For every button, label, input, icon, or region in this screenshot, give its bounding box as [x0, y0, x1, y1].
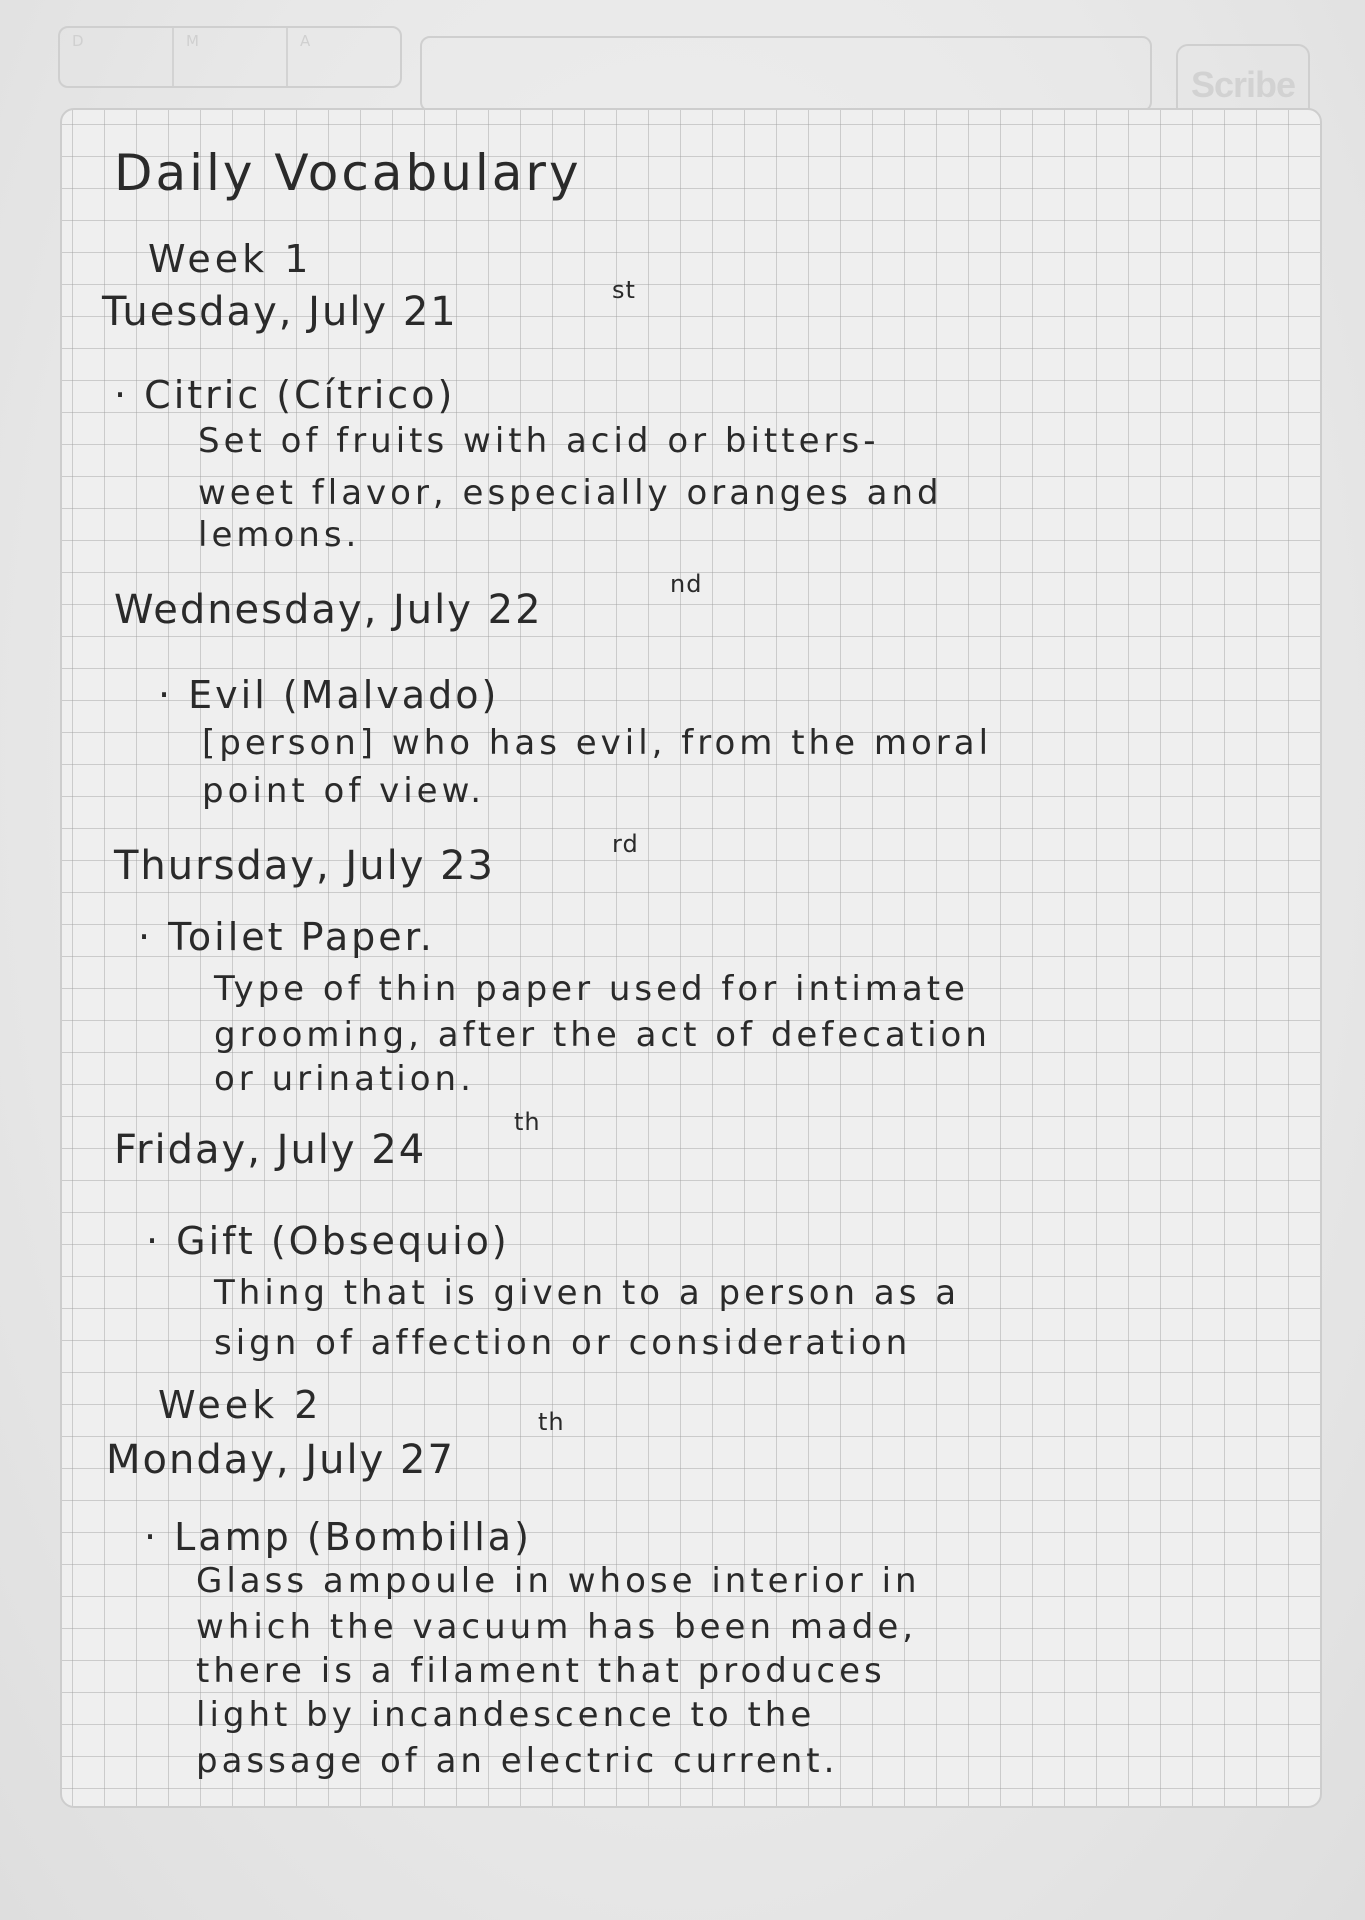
brand-logo-text: Scribe: [1190, 64, 1296, 105]
entry-5-definition-line-5: passage of an electric current.: [196, 1741, 839, 1781]
entry-3-definition-line-3: or urination.: [214, 1059, 475, 1099]
grid-note-area: [60, 108, 1322, 1808]
entry-1-date: Tuesday, July 21: [102, 289, 458, 335]
entry-1-definition-line-2: weet flavor, especially oranges and: [198, 473, 943, 513]
entry-4-date: Friday, July 24: [114, 1127, 427, 1173]
entry-4-definition-line-1: Thing that is given to a person as a: [214, 1273, 961, 1313]
page-title: Daily Vocabulary: [114, 144, 582, 202]
date-month-letter: M: [186, 32, 199, 50]
entry-1-term: · Citric (Cítrico): [114, 373, 456, 417]
entry-1-definition-line-3: lemons.: [198, 515, 361, 555]
entry-5-date-suffix: th: [538, 1408, 565, 1436]
entry-4-term: · Gift (Obsequio): [146, 1219, 510, 1263]
date-year-cell: [288, 28, 400, 86]
entry-3-term: · Toilet Paper.: [138, 915, 435, 959]
entry-2-term: · Evil (Malvado): [158, 673, 500, 717]
entry-4-definition-line-2: sign of affection or consideration: [214, 1323, 912, 1363]
entry-5-definition-line-3: there is a filament that produces: [196, 1651, 886, 1691]
date-year-letter: A: [300, 32, 311, 50]
entry-5-definition-line-1: Glass ampoule in whose interior in: [196, 1561, 921, 1601]
title-box: [420, 36, 1152, 112]
entry-4-date-suffix: th: [514, 1108, 541, 1136]
entry-3-date-suffix: rd: [612, 830, 639, 858]
entry-5-term: · Lamp (Bombilla): [144, 1515, 532, 1559]
entry-1-definition-line-1: Set of fruits with acid or bitters-: [198, 421, 880, 461]
entry-3-date: Thursday, July 23: [114, 843, 495, 889]
date-day-letter: D: [72, 32, 84, 50]
date-box: [58, 26, 402, 88]
entry-1-date-suffix: st: [612, 276, 636, 304]
date-month-cell: [174, 28, 288, 86]
week-2-heading: Week 2: [158, 1383, 323, 1427]
week-1-heading: Week 1: [148, 237, 313, 281]
date-day-cell: [60, 28, 174, 86]
entry-2-date-suffix: nd: [670, 570, 703, 598]
entry-2-definition-line-2: point of view.: [202, 771, 486, 811]
entry-3-definition-line-1: Type of thin paper used for intimate: [214, 969, 969, 1009]
entry-2-date: Wednesday, July 22: [114, 587, 543, 633]
entry-5-definition-line-2: which the vacuum has been made,: [196, 1607, 918, 1647]
entry-3-definition-line-2: grooming, after the act of defecation: [214, 1015, 991, 1055]
entry-5-date: Monday, July 27: [106, 1437, 455, 1483]
entry-5-definition-line-4: light by incandescence to the: [196, 1695, 816, 1735]
entry-2-definition-line-1: [person] who has evil, from the moral: [202, 723, 993, 763]
